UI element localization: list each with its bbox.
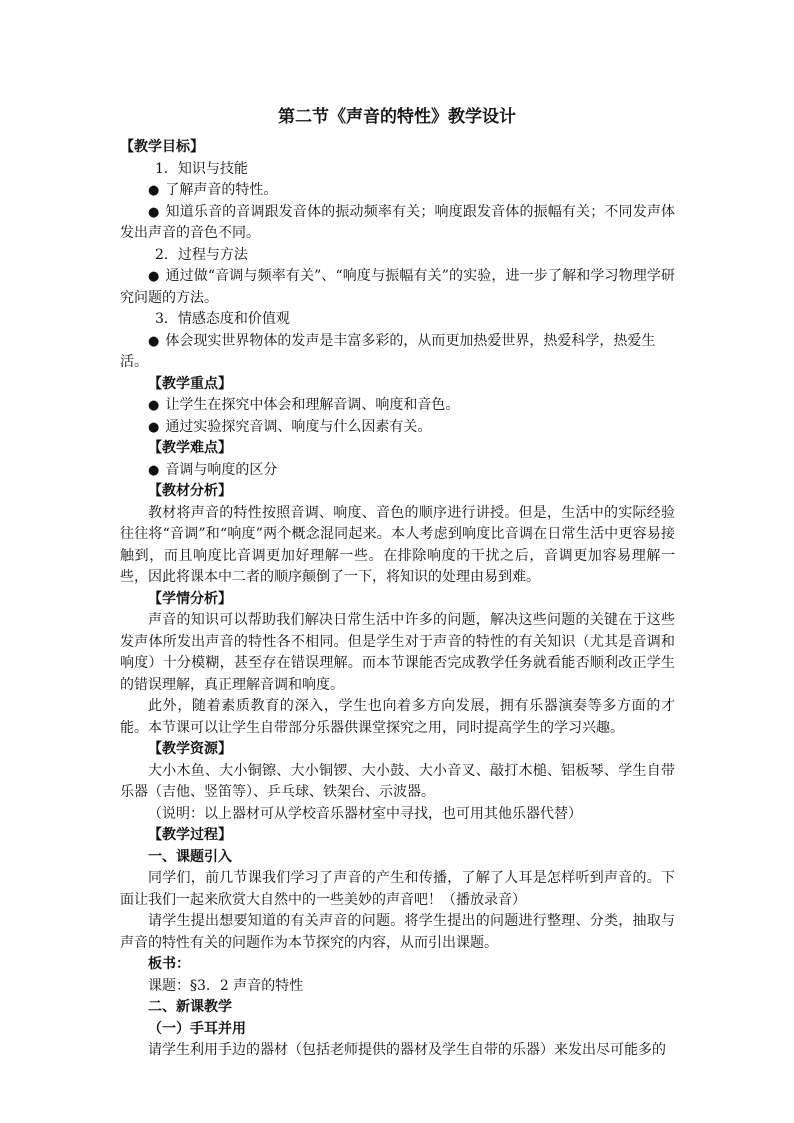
bullet-icon: ● <box>148 333 160 349</box>
resources-paragraph: 大小木鱼、大小铜镲、大小铜锣、大小鼓、大小音叉、敲打木槌、铝板琴、学生自带乐器（吉他、竖笛等）、乒乓球、铁架台、示波器。 <box>120 762 675 800</box>
resources-note: （说明：以上器材可从学校音乐器材室中寻找，也可用其他乐器代替） <box>148 805 582 822</box>
bullet-item: ● 通过实验探究音调、响度与什么因素有关。 <box>148 418 432 435</box>
subsection-title: （一）手耳并用 <box>148 1020 246 1037</box>
student-analysis-paragraph: 声音的知识可以帮助我们解决日常生活中许多的问题，解决这些问题的关键在于这些发声体所发出声音的特性各不相同。但是学生对于声音的特性的有关知识（尤其是音调和响度）十分模糊，甚至存在错误理解。而本节课能否完成教学任务就看能否顺利改正学生的错误理解，真正理解音调和响度。 <box>120 612 675 693</box>
goals-sub1: 1．知识与技能 <box>155 160 248 177</box>
bullet-item: ● 通过做“音调与频率有关”、“响度与振幅有关”的实验，进一步了解和学习物理学研究问题的方法。 <box>120 268 675 306</box>
resources-heading: 【教学资源】 <box>148 741 232 757</box>
bullet-icon: ● <box>148 419 160 435</box>
process-paragraph: 请学生利用手边的器材（包括老师提供的器材及学生自带的乐器）来发出尽可能多的 <box>148 1042 666 1058</box>
board-label: 板书： <box>148 956 190 972</box>
document-title: 第二节《声音的特性》教学设计 <box>278 107 516 127</box>
section-title: 二、新课教学 <box>148 999 232 1015</box>
difficulties-heading: 【教学难点】 <box>148 440 232 456</box>
bullet-item: ● 让学生在探究中体会和理解音调、响度和音色。 <box>148 397 460 413</box>
bullet-icon: ● <box>148 398 160 413</box>
student-analysis-paragraph: 此外，随着素质教育的深入，学生也向着多方向发展，拥有乐器演奏等多方面的才能。本节课可以让学生自带部分乐器供课堂探究之用，同时提高学生的学习兴趣。 <box>120 698 675 736</box>
section-title: 一、课题引入 <box>148 848 232 865</box>
goals-sub2: 2．过程与方法 <box>155 246 248 263</box>
bullet-item: ● 体会现实世界物体的发声是丰富多彩的，从而更加热爱世界，热爱科学，热爱生活。 <box>120 332 656 370</box>
student-analysis-heading: 【学情分析】 <box>148 590 232 607</box>
key-points-heading: 【教学重点】 <box>148 375 232 392</box>
document-body <box>120 137 675 1062</box>
bullet-icon: ● <box>148 183 160 198</box>
goals-heading: 【教学目标】 <box>120 139 204 155</box>
board-text: 课题：§3．2 声音的特性 <box>148 977 304 994</box>
bullet-item: ● 音调与响度的区分 <box>148 461 278 478</box>
process-heading: 【教学过程】 <box>148 827 232 843</box>
bullet-icon: ● <box>148 462 160 478</box>
process-paragraph: 请学生提出想要知道的有关声音的问题。将学生提出的问题进行整理、分类，抽取与声音的特性有关的问题作为本节探究的内容，从而引出课题。 <box>120 913 675 951</box>
bullet-item: ● 了解声音的特性。 <box>148 182 278 198</box>
material-analysis-text: 教材将声音的特性按照音调、响度、音色的顺序进行讲授。但是，生活中的实际经验往往将“音调”和“响度”两个概念混同起来。本人考虑到响度比音调在日常生活中更容易接触到，而且响度比音调更加好理解一些。在排除响度的干扰之后，音调更加容易理解一些，因此将课本中二者的顺序颠倒了一下，将知识的处理由易到难。 <box>120 504 675 585</box>
goals-sub3: 3．情感态度和价值观 <box>155 311 290 327</box>
bullet-icon: ● <box>148 204 160 220</box>
material-analysis-heading: 【教材分析】 <box>148 483 232 499</box>
process-paragraph: 同学们，前几节课我们学习了声音的产生和传播，了解了人耳是怎样听到声音的。下面让我们一起来欣赏大自然中的一些美妙的声音吧！（播放录音） <box>120 870 675 908</box>
bullet-item: ● 知道乐音的音调跟发音体的振动频率有关；响度跟发音体的振幅有关；不同发声体发出声音的音色不同。 <box>120 203 676 241</box>
bullet-icon: ● <box>148 269 160 284</box>
